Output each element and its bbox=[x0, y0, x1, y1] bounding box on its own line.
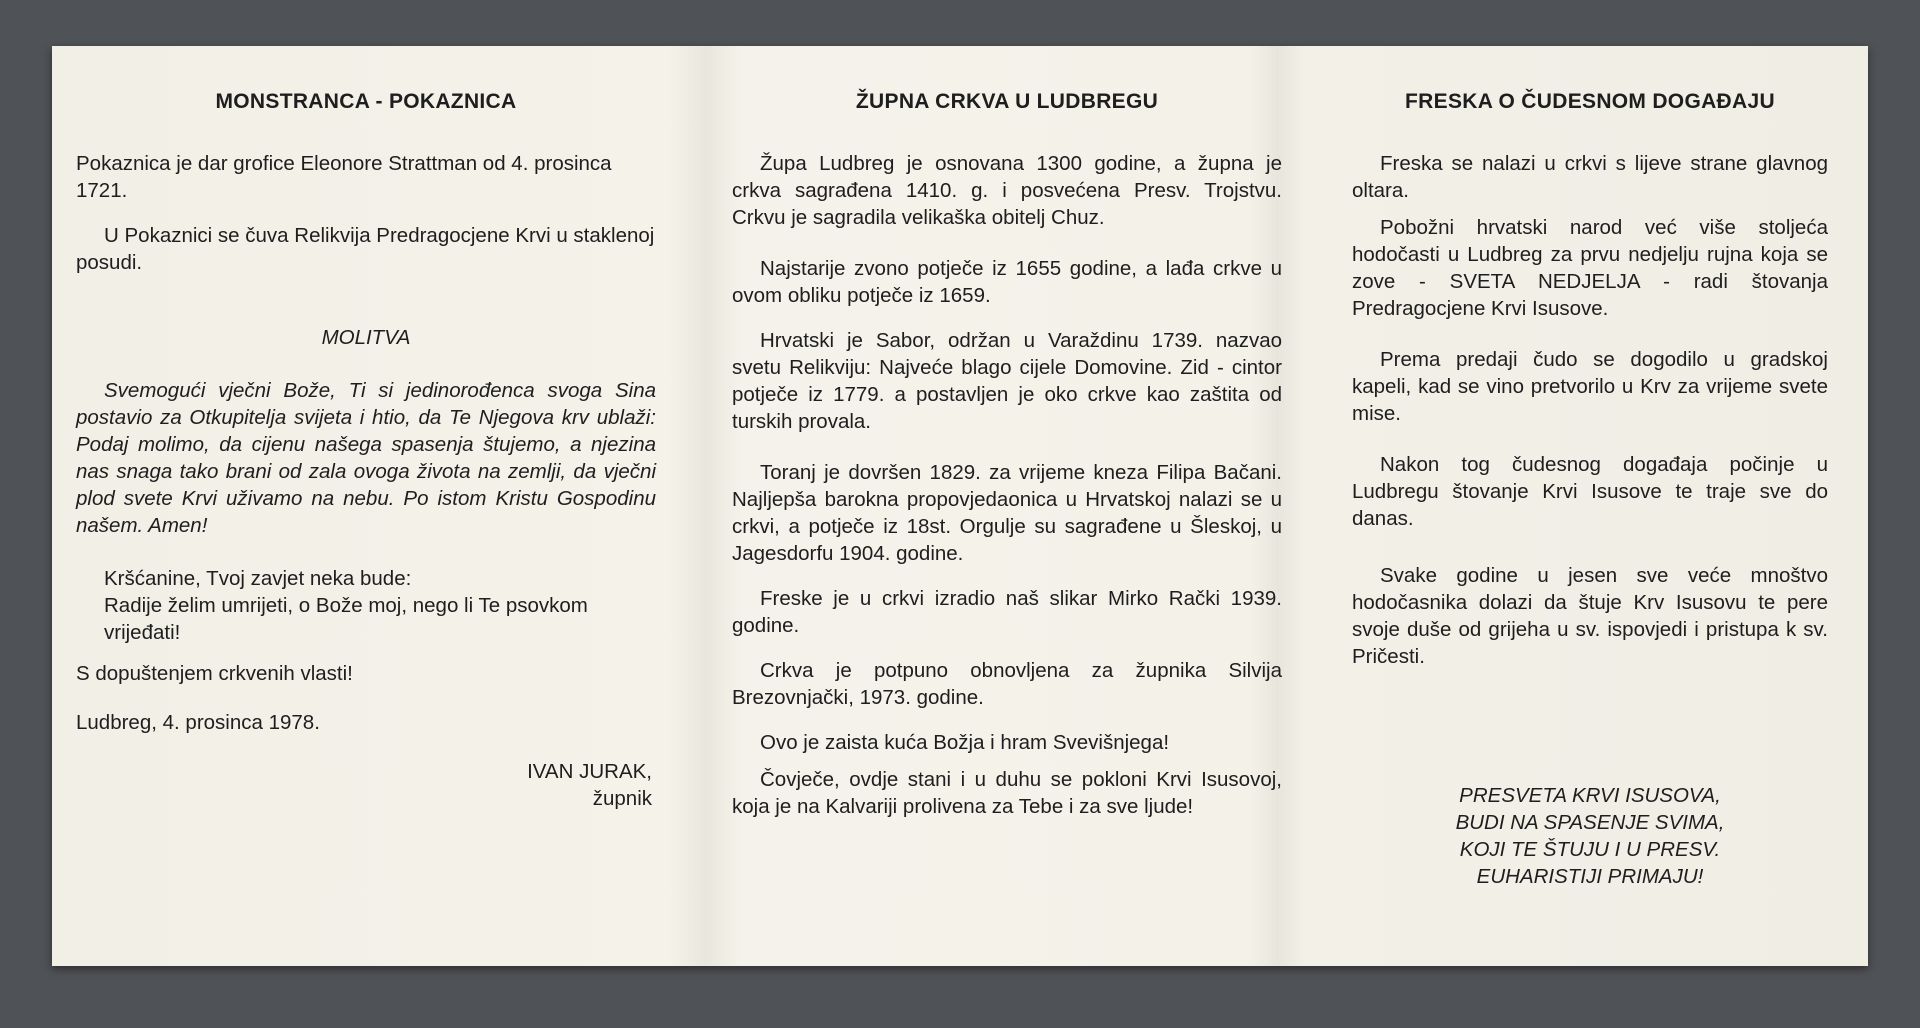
text-paragraph: Nakon tog čudesnog događaja počinje u Ludbregu štovanje Krvi Isusove te traje sve do danas. bbox=[1352, 453, 1828, 530]
vow-text: Radije želim umrijeti, o Bože moj, nego li Te psovkom vrijeđati! bbox=[104, 594, 588, 644]
panel-title: MONSTRANCA - POKAZNICA bbox=[215, 90, 517, 113]
text-paragraph: Freska se nalazi u crkvi s lijeve strane glavnog oltara. bbox=[1352, 152, 1828, 202]
panel-monstranca bbox=[52, 46, 692, 966]
signature-role: župnik bbox=[592, 787, 652, 810]
closing-line: BUDI NA SPASENJE SVIMA, bbox=[1455, 811, 1725, 834]
text-paragraph: Ovo je zaista kuća Božja i hram Svevišnjega! bbox=[760, 731, 1170, 754]
vow-line: Kršćanine, Tvoj zavjet neka bude: bbox=[104, 567, 412, 590]
panel-zupna-crkva bbox=[692, 46, 1312, 966]
text-paragraph: Župa Ludbreg je osnovana 1300 godine, a župna je crkva sagrađena 1410. g. i posvećena Presv. Trojstvu. Crkvu je sagradila velikaška obitelj Chuz. bbox=[732, 152, 1282, 229]
text-paragraph: Hrvatski je Sabor, održan u Varaždinu 1739. nazvao svetu Relikviju: Najveće blago cijele Domovine. Zid - cintor potječe iz 1779. a postavljen je oko crkve kao zaštita od turskih provala. bbox=[732, 329, 1282, 433]
closing-line: EUHARISTIJI PRIMAJU! bbox=[1476, 865, 1704, 888]
closing-invocation bbox=[1352, 782, 1828, 890]
text-paragraph: Čovječe, ovdje stani i u duhu se pokloni Krvi Isusovoj, koja je na Kalvariji prolivena za Tebe i za sve ljude! bbox=[732, 768, 1282, 818]
signature-name: IVAN JURAK, bbox=[527, 760, 652, 783]
text-paragraph: Toranj je dovršen 1829. za vrijeme kneza Filipa Bačani. Najljepša barokna propovjedaonica u Hrvatskoj nalazi se u crkvi, a potječe iz 18st. Orgulje su sagrađene u Šleskoj, u Jagesdorfu 1904. godine. bbox=[732, 461, 1282, 565]
text-paragraph: Freske je u crkvi izradio naš slikar Mirko Rački 1939. godine. bbox=[732, 587, 1282, 637]
text-paragraph: Pobožni hrvatski narod već više stoljeća hodočasti u Ludbreg za prvu nedjelju rujna koja se zove - SVETA NEDJELJA - radi štovanja Predragocjene Krvi Isusove. bbox=[1352, 216, 1828, 320]
panel-freska bbox=[1312, 46, 1868, 966]
closing-line: PRESVETA KRVI ISUSOVA, bbox=[1459, 784, 1721, 807]
text-paragraph: U Pokaznici se čuva Relikvija Predragocjene Krvi u staklenoj posudi. bbox=[76, 224, 655, 274]
text-paragraph: Svake godine u jesen sve veće mnoštvo hodočasnika dolazi da štuje Krv Isusovu te pere svoje duše od grijeha u sv. ispovjedi i pristupa k sv. Pričesti. bbox=[1352, 564, 1828, 668]
text-paragraph: Prema predaji čudo se dogodilo u gradskoj kapeli, kad se vino pretvorilo u Krv za vrijeme svete mise. bbox=[1352, 348, 1828, 425]
leaflet-paper bbox=[52, 46, 1868, 966]
permission-text: S dopuštenjem crkvenih vlasti! bbox=[76, 662, 353, 685]
place-date: Ludbreg, 4. prosinca 1978. bbox=[76, 711, 320, 734]
prayer-text: Svemogući vječni Bože, Ti si jedinorođenca svoga Sina postavio za Otkupitelja svijeta i htio, da Te Njegova krv ublaži: Podaj molimo, da cijenu našega spasenja štujemo, a njezina nas snaga tako brani od zala ovoga života na zemlji, da vječni plod svete Krvi uživamo na nebu. Po istom Kristu Gospodinu našem. Amen! bbox=[76, 379, 656, 537]
text-paragraph: Crkva je potpuno obnovljena za župnika Silvija Brezovnjački, 1973. godine. bbox=[732, 659, 1282, 709]
prayer-title: MOLITVA bbox=[321, 326, 411, 349]
panel-title: FRESKA O ČUDESNOM DOGAĐAJU bbox=[1405, 90, 1775, 113]
text-paragraph: Pokaznica je dar grofice Eleonore Strattman od 4. prosinca 1721. bbox=[76, 152, 612, 202]
panel-title: ŽUPNA CRKVA U LUDBREGU bbox=[855, 90, 1159, 113]
text-paragraph: Najstarije zvono potječe iz 1655 godine, a lađa crkve u ovom obliku potječe iz 1659. bbox=[732, 257, 1282, 307]
closing-line: KOJI TE ŠTUJU I U PRESV. bbox=[1459, 838, 1721, 861]
